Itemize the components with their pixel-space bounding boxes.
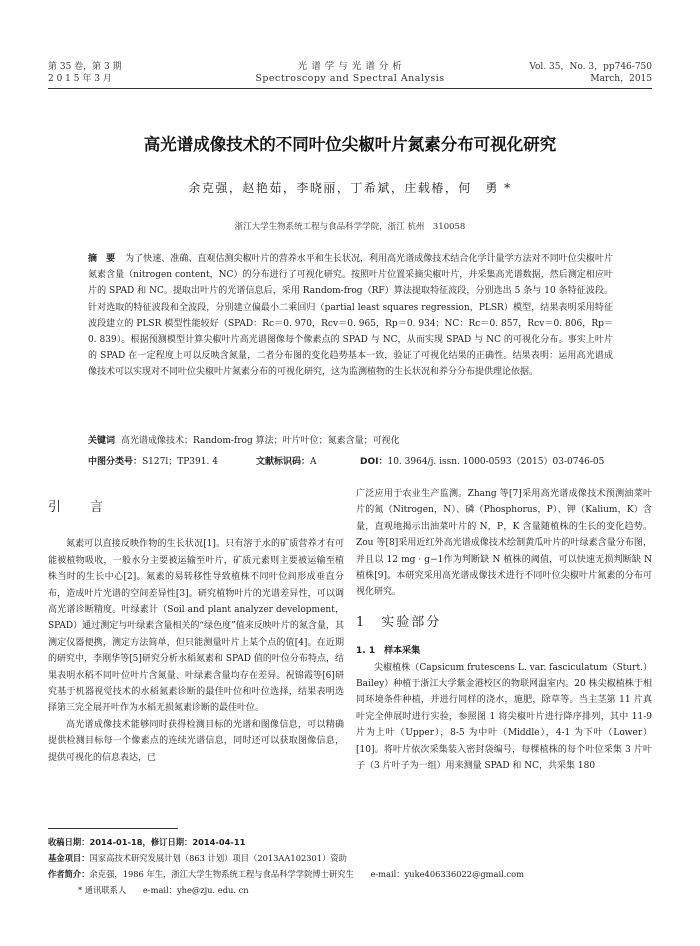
header-volume: 第 35 卷，第 3 期 — [48, 62, 122, 72]
abstract-label: 摘 要 — [88, 254, 116, 264]
header-journal-cn: 光 谱 学 与 光 谱 分 析 — [297, 61, 403, 72]
header-date: 2 0 1 5 年 3 月 — [48, 74, 112, 84]
header-month: March，2015 — [590, 74, 652, 84]
paper-affiliation: 浙江大学生物系统工程与食品科学学院，浙江 杭州 310058 — [234, 222, 466, 232]
sampling-paragraph: 尖椒植株（Capsicum frutescens L. var. fasciculatum（Sturt.）Bailey）种植于浙江大学紫金港校区的物联网温室内。20 株尖椒植株于相同环境条件种植，并进行同样的浇水，施肥，除草等。当主茎第 11 片真叶完全伸展时进行实验，参照图 1 将尖椒叶片进行降序排列，其中 11-9 片为上叶（Upper），8-5 为中叶（Middle），4-1 为下叶（Lower）[10]。将叶片依次采集装入密封袋编号，每棵植株的每个叶位采集 3 片叶子（3 片叶子为一组）用来测量 SPAD 和 NC，共采集 180 — [356, 662, 652, 772]
header-rule — [48, 88, 652, 89]
section-heading-experiment: 1 实验部分 — [356, 614, 442, 630]
funding-text: 国家高技术研究发展计划（863 计划）项目（2013AA102301）资助 — [89, 853, 347, 863]
abstract — [88, 251, 613, 381]
intro-paragraph-1: 氮素可以直接反映作物的生长状况[1]。只有溶于水的矿质营养才有可能被植物吸收，一般水分主要被运输至叶片，矿质元素则主要被运输至植株当时的生长中心[2]。氮素的易转移性导致植株不同叶位间形成垂直分布，造成叶片光谱的空间差异性[3]。研究植物叶片的光谱差异性，可以调高光谱诊断精度。叶绿素计（Soil and plant analyzer development，SPAD）通过测定与叶绿素含量相关的“绿色度”值来反映叶片的氮含量，其测定仪器便携，测定方法简单，但只能测量叶片上某个点的值[4]。在近期的研究中，李刚华等[5]研究分析水稻氮素和 SPAD 值的叶位分布特点，结果表明水稻不同叶位叶片含氮量、叶绿素含量均存在差异。祝锦霞等[6]研究基于机器视觉技术的水稻氮素诊断的最佳叶位和叶位选择，结果表明选择第三完全展开叶作为水稻无损氮素诊断的最佳叶位。 — [48, 539, 344, 714]
doi-label: DOI： — [360, 457, 388, 467]
header-vol-pages: Vol. 35，No. 3，pp746-750 — [529, 62, 652, 72]
doc-code-label: 文献标识码： — [256, 457, 311, 467]
author-bio-label: 作者简介： — [48, 869, 90, 879]
received-dates: 收稿日期：2014-01-18，修订日期：2014-04-11 — [48, 837, 246, 847]
keywords — [88, 433, 613, 450]
paper-authors: 余克强，赵艳茹，李晓丽，丁希斌，庄载椿，何 勇 * — [188, 181, 512, 195]
left-column — [48, 500, 344, 766]
clc-number — [88, 454, 218, 467]
section-heading-introduction: 引 言 — [48, 500, 112, 515]
doi — [360, 454, 604, 467]
doi-value: 10. 3964/j. issn. 1000-0593（2015）03-0746-05 — [387, 457, 605, 467]
corresponding-author: * 通讯联系人 e-mail：yhe@zju. edu. cn — [78, 885, 249, 895]
paper-title: 高光谱成像技术的不同叶位尖椒叶片氮素分布可视化研究 — [143, 135, 557, 154]
header-journal-issue — [48, 61, 122, 85]
footnote-rule — [48, 828, 178, 829]
header-journal-en: Spectroscopy and Spectral Analysis — [255, 73, 445, 84]
footnotes — [48, 834, 652, 898]
clc-label: 中图分类号： — [88, 457, 143, 467]
header-citation — [452, 61, 652, 85]
author-bio — [48, 866, 652, 882]
funding — [48, 850, 652, 866]
keywords-text: 高光谱成像技术；Random-frog 算法；叶片叶位；氮素含量；可视化 — [121, 436, 400, 446]
keywords-label: 关键词 — [88, 436, 116, 446]
right-column — [356, 486, 652, 775]
author-bio-text: 余克强，1986 年生，浙江大学生物系统工程与食品科学学院博士研究生 e-mail：yuke406336022@gmail.com — [89, 869, 524, 879]
funding-label: 基金项目： — [48, 853, 90, 863]
abstract-text: 为了快速、准确、直观估测尖椒叶片的营养水平和生长状况，利用高光谱成像技术结合化学计量学方法对不同叶位尖椒叶片氮素含量（nitrogen content，NC）的分布进行了可视化研究。按照叶片位置采摘尖椒叶片，并采集高光谱数据，然后测定相应叶片的 SPAD 和 NC。提取出叶片的光谱信息后，采用 Random-frog（RF）算法提取特征波段，分别选出 5 条与 10 条特征波段。针对选取的特征波段和全波段，分别建立偏最小二乘回归（partial least squares regression，PLSR）模型，结果表明采用特征波段建立的 PLSR 模型性能较好（SPAD：Rc＝0. 970，Rcv＝0. 965，Rp＝0. 934；NC：Rc＝0. 857，Rcv＝0. 806，Rp＝0. 839）。根据预测模型计算尖椒叶片高光谱图像每个像素点的 SPAD 与 NC，从而实现 SPAD 与 NC 的可视化分布。事实上叶片的 SPAD 在一定程度上可以反映含氮量，二者分布图的变化趋势基本一致，验证了可视化结果的正确性。结果表明：运用高光谱成像技术可以实现对不同叶位尖椒叶片氮素分布的可视化研究，这为监测植物的生长状况和养分分布提供理论依据。 — [88, 254, 613, 378]
doc-code-value: A — [310, 457, 317, 467]
clc-value: S127l；TP391. 4 — [142, 457, 218, 467]
intro-paragraph-continued: 广泛应用于农业生产监测。Zhang 等[7]采用高光谱成像技术预测油菜叶片的氮（Nitrogen，N）、磷（Phosphorus，P）、钾（Kalium，K）含量，直观地揭示出油菜叶片的 N，P，K 含量随植株的生长的变化趋势。Zou 等[8]采用近红外高光谱成像技术绘制黄瓜叶片的叶绿素含量分布图，并且以 12 mg · g−1作为判断缺 N 植株的阈值，可以快速无损判断缺 N 植株[9]。本研究采用高光谱成像技术进行不同叶位尖椒叶片氮素的分布可视化研究。 — [356, 489, 652, 598]
subsection-heading-sampling: 1. 1 样本采集 — [356, 646, 421, 657]
document-code — [256, 454, 317, 467]
intro-paragraph-2: 高光谱成像技术能够同时获得检测目标的光谱和图像信息，可以精确提供检测目标每一个像素点的连续光谱信息，同时还可以获取图像信息，提供可视化的信息表达，已 — [48, 719, 344, 763]
